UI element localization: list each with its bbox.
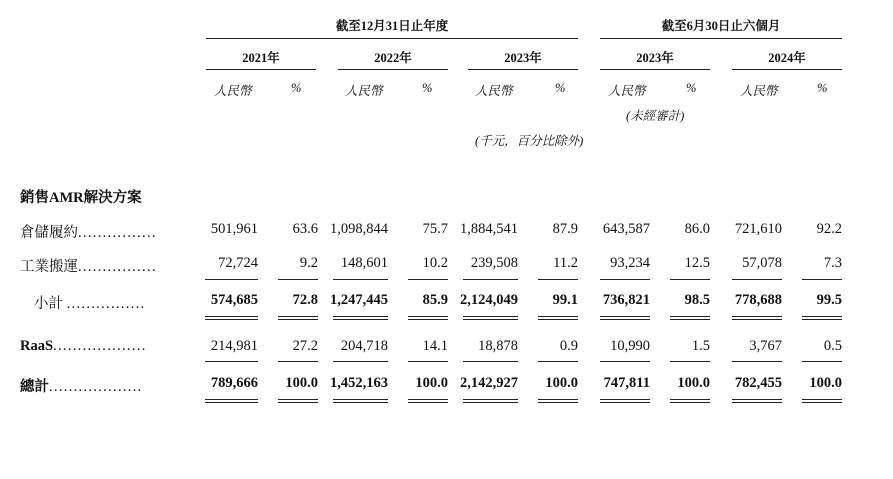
year-end-group-rule [206, 38, 578, 39]
column-rule [205, 279, 258, 280]
column-rule [600, 361, 650, 362]
unit-note: (千元，百分比除外) [475, 134, 584, 148]
column-rule [670, 279, 710, 280]
percent-label: % [817, 81, 828, 95]
table-cell: 574,685 [210, 292, 258, 308]
table-cell: 747,811 [603, 375, 650, 391]
column-rule [463, 361, 518, 362]
currency-label: 人民幣 [608, 84, 646, 98]
double-rule [205, 316, 258, 320]
table-cell: 2,124,049 [460, 292, 518, 308]
table-cell: 204,718 [340, 338, 388, 354]
year-2022-rule [338, 69, 448, 70]
period-2024-header: 2024年 [768, 51, 806, 65]
row-label-total: 總計................... [20, 379, 143, 395]
double-rule [802, 399, 842, 403]
year-2023-rule [468, 69, 578, 70]
table-cell: 99.1 [552, 292, 578, 308]
table-cell: 214,981 [210, 338, 258, 354]
double-rule [463, 399, 518, 403]
column-rule [408, 361, 448, 362]
currency-label: 人民幣 [214, 84, 252, 98]
table-cell: 57,078 [742, 255, 782, 271]
double-rule [732, 399, 782, 403]
column-rule [600, 279, 650, 280]
double-rule [205, 399, 258, 403]
column-rule [732, 279, 782, 280]
table-cell: 72,724 [218, 255, 258, 271]
double-rule [538, 399, 578, 403]
column-rule [278, 279, 318, 280]
table-cell: 239,508 [470, 255, 518, 271]
table-cell: 1,884,541 [460, 221, 518, 237]
table-cell: 72.8 [292, 292, 318, 308]
double-rule [408, 399, 448, 403]
table-cell: 10.2 [422, 255, 448, 271]
table-cell: 99.5 [816, 292, 842, 308]
double-rule [408, 316, 448, 320]
double-rule [732, 316, 782, 320]
table-cell: 3,767 [749, 338, 782, 354]
double-rule [333, 399, 388, 403]
table-cell: 93,234 [610, 255, 650, 271]
year-2021-rule [206, 69, 316, 70]
double-rule [333, 316, 388, 320]
column-rule [333, 279, 388, 280]
table-cell: 100.0 [545, 375, 578, 391]
table-cell: 789,666 [210, 375, 258, 391]
double-rule [600, 399, 650, 403]
currency-label: 人民幣 [475, 84, 513, 98]
percent-label: % [422, 81, 433, 95]
double-rule [278, 316, 318, 320]
table-cell: 86.0 [684, 221, 710, 237]
table-cell: 9.2 [299, 255, 318, 271]
table-cell: 12.5 [684, 255, 710, 271]
table-cell: 1,098,844 [330, 221, 388, 237]
table-cell: 1.5 [691, 338, 710, 354]
year-2021-header: 2021年 [242, 51, 280, 65]
table-cell: 782,455 [734, 375, 782, 391]
column-rule [802, 279, 842, 280]
table-cell: 100.0 [285, 375, 318, 391]
table-cell: 92.2 [816, 221, 842, 237]
currency-label: 人民幣 [740, 84, 778, 98]
period-2023-rule [600, 69, 710, 70]
section-title: 銷售AMR解決方案 [20, 190, 142, 206]
six-month-group-rule [600, 38, 842, 39]
year-2022-header: 2022年 [374, 51, 412, 65]
table-cell: 100.0 [677, 375, 710, 391]
period-2023-header: 2023年 [636, 51, 674, 65]
table-cell: 100.0 [415, 375, 448, 391]
table-cell: 63.6 [292, 221, 318, 237]
column-rule [205, 361, 258, 362]
table-cell: 721,610 [734, 221, 782, 237]
year-end-group-header: 截至12月31日止年度 [335, 19, 449, 33]
six-month-group-header: 截至6月30日止六個月 [661, 19, 781, 33]
period-2024-rule [732, 69, 842, 70]
column-rule [802, 361, 842, 362]
column-rule [463, 279, 518, 280]
double-rule [802, 316, 842, 320]
double-rule [538, 316, 578, 320]
double-rule [600, 316, 650, 320]
double-rule [463, 316, 518, 320]
table-cell: 0.9 [559, 338, 578, 354]
table-cell: 27.2 [292, 338, 318, 354]
year-2023-header: 2023年 [504, 51, 542, 65]
row-label-subtotal: 小計 ................ [34, 296, 146, 312]
column-rule [278, 361, 318, 362]
column-rule [333, 361, 388, 362]
row-label-warehouse: 倉儲履約................ [20, 225, 157, 241]
table-cell: 10,990 [610, 338, 650, 354]
table-cell: 736,821 [602, 292, 650, 308]
double-rule [670, 399, 710, 403]
column-rule [538, 361, 578, 362]
table-cell: 1,452,163 [330, 375, 388, 391]
unaudited-note: (未經審計) [626, 109, 685, 123]
table-cell: 1,247,445 [330, 292, 388, 308]
double-rule [278, 399, 318, 403]
table-cell: 643,587 [602, 221, 650, 237]
table-cell: 778,688 [734, 292, 782, 308]
column-rule [538, 279, 578, 280]
table-cell: 98.5 [684, 292, 710, 308]
table-cell: 7.3 [823, 255, 842, 271]
table-cell: 11.2 [553, 255, 578, 271]
table-cell: 2,142,927 [460, 375, 518, 391]
table-cell: 75.7 [422, 221, 448, 237]
column-rule [732, 361, 782, 362]
percent-label: % [555, 81, 566, 95]
row-label-raas: RaaS................... [20, 338, 147, 354]
table-cell: 148,601 [340, 255, 388, 271]
double-rule [670, 316, 710, 320]
table-cell: 100.0 [809, 375, 842, 391]
currency-label: 人民幣 [345, 84, 383, 98]
table-cell: 87.9 [552, 221, 578, 237]
percent-label: % [291, 81, 302, 95]
table-cell: 18,878 [478, 338, 518, 354]
percent-label: % [686, 81, 697, 95]
table-cell: 501,961 [210, 221, 258, 237]
table-cell: 14.1 [422, 338, 448, 354]
table-cell: 0.5 [823, 338, 842, 354]
column-rule [408, 279, 448, 280]
table-cell: 85.9 [422, 292, 448, 308]
column-rule [670, 361, 710, 362]
row-label-industrial: 工業搬運................ [20, 259, 157, 275]
